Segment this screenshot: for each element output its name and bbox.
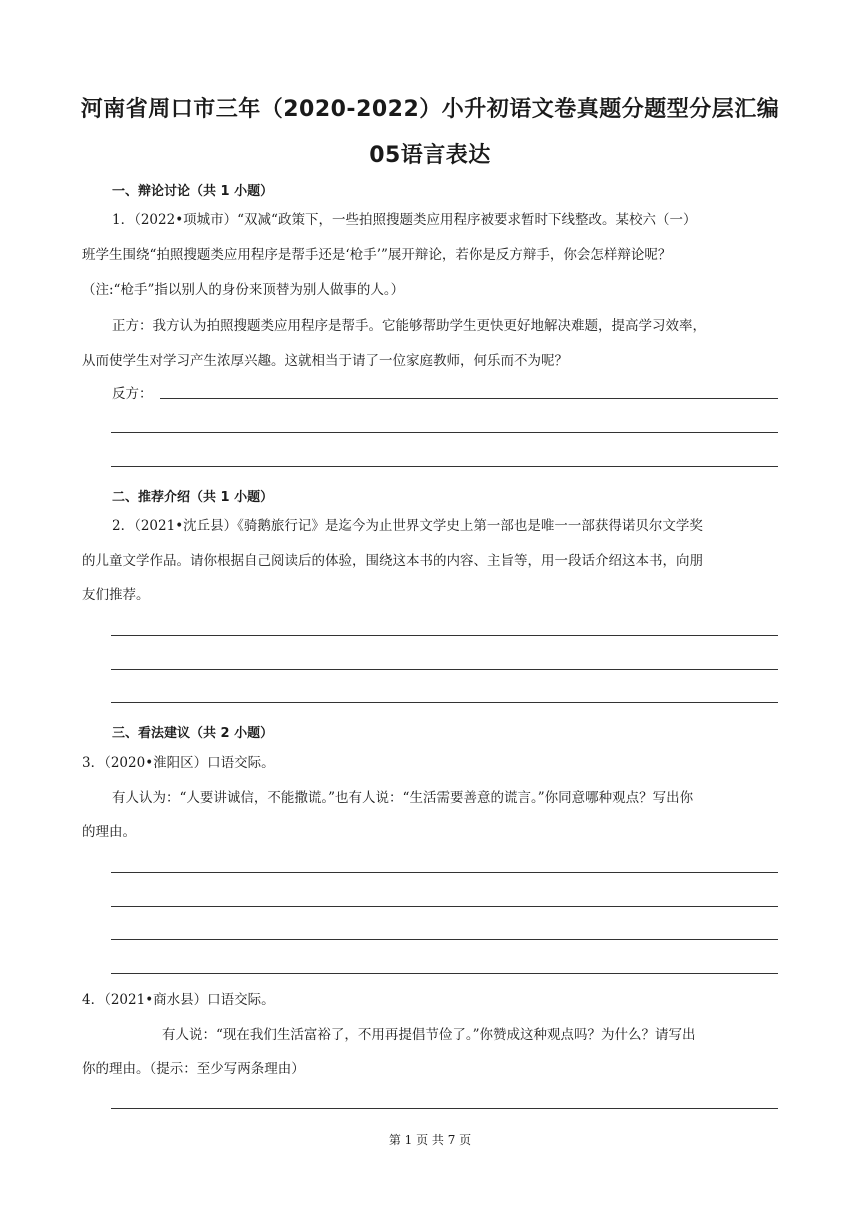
answer-line[interactable] [111,906,778,907]
question-1-affirmative: 正方：我方认为拍照搜题类应用程序是帮手。它能够帮助学生更快更好地解决难题，提高学习效率， [112,318,706,334]
question-2-text: 的儿童文学作品。请你根据自己阅读后的体验，围绕这本书的内容、主旨等，用一段话介绍这本书，向朋 [82,553,703,569]
question-1-note: （注:“枪手”指以别人的身份来顶替为别人做事的人。） [82,282,405,298]
question-1-affirmative: 从而使学生对学习产生浓厚兴趣。这就相当于请了一位家庭教师，何乐而不为呢？ [82,353,568,369]
question-4-text: 你的理由。（提示：至少写两条理由） [82,1061,305,1077]
answer-line[interactable] [111,973,778,974]
question-4-text: 4．（2021•商水县）口语交际。 [82,992,275,1008]
answer-line[interactable] [111,872,778,873]
section-heading-opinion: 三、看法建议（共 2 小题） [112,726,274,741]
answer-line[interactable] [111,635,778,636]
question-3-text: 的理由。 [82,824,136,840]
answer-line[interactable] [111,669,778,670]
answer-line[interactable] [111,939,778,940]
section-heading-debate: 一、辩论讨论（共 1 小题） [112,184,274,199]
answer-line[interactable] [160,398,778,399]
question-2-text: 2．（2021•沈丘县）《骑鹅旅行记》是迄今为止世界文学史上第一部也是唯一一部获得诺贝尔文学奖 [112,518,703,534]
question-3-text: 有人认为：“人要讲诚信，不能撒谎。”也有人说：“生活需要善意的谎言。”你同意哪种观点？写出你 [112,790,694,806]
page-number: 第 1 页 共 7 页 [388,1133,472,1147]
answer-line[interactable] [111,1108,778,1109]
page-subtitle: 05语言表达 [369,143,491,168]
question-1-text: 班学生围绕“拍照搜题类应用程序是帮手还是‘枪手’”展开辩论，若你是反方辩手，你会怎样辩论呢？ [82,247,672,263]
question-3-text: 3．（2020•淮阳区）口语交际。 [82,755,275,771]
section-heading-recommend: 二、推荐介绍（共 1 小题） [112,490,274,505]
answer-line[interactable] [111,432,778,433]
answer-line[interactable] [111,466,778,467]
question-4-text: 有人说：“现在我们生活富裕了，不用再提倡节俭了。”你赞成这种观点吗？为什么？请写出 [162,1027,696,1043]
question-1-text: 1．（2022•项城市）“双减“政策下，一些拍照搜题类应用程序被要求暂时下线整改。某校六（一） [112,212,697,228]
question-1-answer-label: 反方： [112,386,153,402]
page-title: 河南省周口市三年（2020-2022）小升初语文卷真题分题型分层汇编 [80,97,780,122]
answer-line[interactable] [111,702,778,703]
question-2-text: 友们推荐。 [82,587,150,603]
